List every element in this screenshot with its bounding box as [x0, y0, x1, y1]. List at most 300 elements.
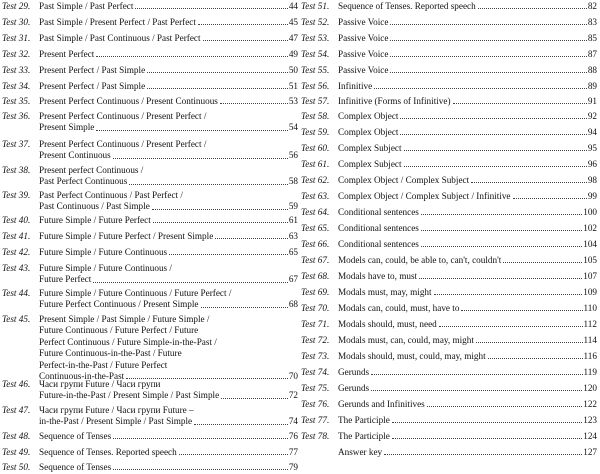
- toc-entry-line: [2, 299, 298, 310]
- toc-test-label: Test 75.: [301, 383, 330, 393]
- toc-test-label: Test 65.: [301, 223, 330, 233]
- toc-entry[interactable]: [2, 139, 298, 162]
- dot-leader: [478, 8, 587, 9]
- toc-page-number: 76: [288, 431, 298, 441]
- toc-test-label: Test 39.: [2, 190, 31, 200]
- toc-page-number: 114: [583, 335, 597, 345]
- toc-page-number: 53: [288, 96, 298, 106]
- toc-page-number: 102: [583, 223, 597, 233]
- toc-page-number: 122: [583, 399, 597, 409]
- toc-test-label: Test 43.: [2, 263, 31, 273]
- toc-entry-line: [2, 231, 298, 242]
- toc-entry-line: [2, 447, 298, 458]
- toc-entry-line: [301, 159, 597, 170]
- toc-entry[interactable]: [301, 1, 597, 12]
- dot-leader: [113, 158, 288, 159]
- toc-test-label: Test 33.: [2, 65, 31, 75]
- dot-leader: [390, 24, 586, 25]
- toc-entry[interactable]: [301, 33, 597, 44]
- toc-entry-title: The Participle: [338, 415, 390, 425]
- toc-entry[interactable]: [301, 175, 597, 186]
- toc-entry-line: [301, 383, 597, 394]
- toc-entry-title: Models can, could, be able to, can't, couldn't: [338, 255, 502, 265]
- toc-entry-line: [2, 348, 298, 359]
- dot-leader: [135, 8, 287, 9]
- toc-entry-line: [2, 122, 298, 133]
- toc-test-label: Test 60.: [301, 143, 330, 153]
- toc-entry[interactable]: [301, 17, 597, 28]
- toc-entry-title: Answer key: [338, 447, 383, 457]
- toc-test-label: Test 72.: [301, 335, 330, 345]
- toc-page-number: 112: [583, 319, 597, 329]
- toc-page-number: 124: [583, 431, 597, 441]
- dot-leader: [476, 342, 583, 343]
- dot-leader: [461, 310, 582, 311]
- toc-entry[interactable]: [301, 111, 597, 122]
- toc-entry-title: Present Perfect / Past Simple: [39, 65, 146, 75]
- toc-entry[interactable]: [301, 383, 597, 394]
- toc-entry-line: [2, 360, 298, 371]
- toc-test-label: Test 78.: [301, 431, 330, 441]
- dot-leader: [439, 326, 583, 327]
- toc-entry[interactable]: [301, 319, 597, 330]
- toc-entry-title: Modals should, must, need: [338, 319, 437, 329]
- toc-entry-line: [301, 271, 597, 282]
- dot-leader: [421, 230, 582, 231]
- toc-page-number: 107: [583, 271, 597, 281]
- toc-page-number: 63: [288, 231, 298, 241]
- dot-leader: [152, 209, 288, 210]
- toc-page-number: 59: [288, 201, 298, 212]
- toc-entry-line: [2, 274, 298, 285]
- toc-entry-line: [2, 81, 298, 92]
- toc-entry-title: Complex Object / Complex Subject: [338, 175, 470, 185]
- toc-test-label: Test 48.: [2, 431, 31, 441]
- toc-entry[interactable]: [2, 263, 298, 286]
- toc-entry[interactable]: [301, 447, 597, 458]
- toc-entry-line: [301, 399, 597, 410]
- dot-leader: [169, 254, 288, 255]
- toc-entry-title: Passive Voice: [338, 65, 389, 75]
- toc-entry-line: [2, 379, 298, 390]
- toc-entry-title: Complex Object: [338, 111, 399, 121]
- toc-page-number: 96: [587, 159, 597, 169]
- toc-test-label: Test 68.: [301, 271, 330, 281]
- dot-leader: [147, 72, 288, 73]
- toc-entry-line: [2, 288, 298, 299]
- toc-entry-line: [2, 201, 298, 212]
- toc-entry-title: Future Simple / Future Continuous / Future Perfect /: [39, 288, 232, 298]
- toc-entry[interactable]: [301, 96, 597, 107]
- toc-entry-title: Gerunds and Infinitives: [338, 399, 425, 409]
- toc-entry[interactable]: [301, 143, 597, 154]
- toc-page-number: 94: [587, 127, 597, 137]
- toc-entry[interactable]: [2, 231, 298, 242]
- toc-entry-line: [301, 319, 597, 330]
- toc-page-number: 91: [587, 96, 597, 106]
- toc-entry-line: [301, 49, 597, 60]
- toc-entry[interactable]: [301, 81, 597, 92]
- toc-entry-title: Complex Object / Complex Subject / Infinitive: [338, 191, 511, 201]
- toc-entry-title: Past Perfect Continuous: [39, 176, 128, 187]
- dot-leader: [201, 307, 288, 308]
- toc-entry-line: [2, 263, 298, 274]
- toc-entry-title: Modals must, can, could, may, might: [338, 335, 474, 345]
- toc-test-label: Test 71.: [301, 319, 330, 329]
- toc-entry-line: [2, 405, 298, 416]
- toc-test-label: Test 37.: [2, 139, 31, 149]
- toc-test-label: Test 57.: [301, 96, 330, 106]
- toc-entry-title: Continuous-in-the-Past: [39, 371, 125, 382]
- toc-entry-title: Modals have to, must: [338, 271, 418, 281]
- toc-page-number: 82: [587, 1, 597, 11]
- toc-entry-line: [2, 190, 298, 201]
- toc-entry-title: Future Simple / Future Continuous /: [39, 263, 172, 273]
- toc-entry-line: [2, 325, 298, 336]
- toc-entry-line: [301, 111, 597, 122]
- toc-test-label: Test 58.: [301, 111, 330, 121]
- toc-test-label: Test 53.: [301, 33, 330, 43]
- toc-entry-line: [301, 335, 597, 346]
- toc-entry-title: Passive Voice: [338, 17, 389, 27]
- toc-test-label: Test 77.: [301, 415, 330, 425]
- dot-leader: [392, 422, 582, 423]
- toc-entry[interactable]: [2, 33, 298, 44]
- toc-entry-title: Present Perfect / Past Simple: [39, 81, 146, 91]
- dot-leader: [129, 184, 288, 185]
- toc-entry-line: [301, 447, 597, 458]
- toc-entry[interactable]: [2, 165, 298, 188]
- toc-entry-title: Conditional sentences: [338, 223, 419, 233]
- toc-entry-title: The Participle: [338, 431, 390, 441]
- toc-page-number: 44: [288, 1, 298, 11]
- toc-entry-line: [301, 143, 597, 154]
- toc-entry-title: Passive Voice: [338, 49, 389, 59]
- toc-entry-line: [301, 96, 597, 107]
- toc-entry-title: Perfect-in-the-Past / Future Perfect: [39, 359, 168, 370]
- toc-entry[interactable]: [301, 431, 597, 442]
- toc-entry-title: Modals should, must, could, may, might: [338, 351, 486, 361]
- toc-entry-line: [2, 65, 298, 76]
- toc-entry-title: Past Simple / Present Perfect / Past Perfect: [39, 17, 196, 27]
- toc-page-number: 74: [288, 416, 298, 427]
- toc-entry-title: Conditional sentences: [338, 239, 419, 249]
- toc-entry-line: [2, 247, 298, 258]
- toc-entry[interactable]: [2, 215, 298, 226]
- toc-test-label: Test 32.: [2, 49, 31, 59]
- toc-page-number: 123: [583, 415, 597, 425]
- dot-leader: [503, 262, 582, 263]
- toc-entry-title: Complex Subject: [338, 159, 402, 169]
- toc-entry[interactable]: [2, 379, 298, 402]
- toc-entry[interactable]: [2, 111, 298, 134]
- toc-entry[interactable]: [2, 447, 298, 458]
- dot-leader: [400, 134, 586, 135]
- toc-entry-title: Passive Voice: [338, 33, 389, 43]
- toc-entry-line: [301, 367, 597, 378]
- toc-entry[interactable]: [2, 314, 298, 382]
- toc-page-number: 70: [288, 371, 298, 382]
- toc-page-number: 72: [288, 390, 298, 401]
- dot-leader: [203, 40, 288, 41]
- toc-entry[interactable]: [301, 399, 597, 410]
- toc-page-number: 98: [587, 175, 597, 185]
- toc-entry-title: Present Perfect: [39, 49, 95, 59]
- toc-entry-line: [301, 287, 597, 298]
- toc-entry-title: Present Perfect Continuous / Present Perfect /: [39, 111, 207, 121]
- toc-test-label: Test 61.: [301, 159, 330, 169]
- toc-page-number: 77: [288, 447, 298, 457]
- toc-entry[interactable]: [2, 17, 298, 28]
- toc-entry-title: Conditional sentences: [338, 207, 419, 217]
- dot-leader: [404, 166, 587, 167]
- toc-page-number: 79: [288, 462, 298, 472]
- toc-entry-title: Future Simple / Future Perfect: [39, 215, 151, 225]
- toc-entry-line: [301, 81, 597, 92]
- toc-entry[interactable]: [2, 49, 298, 60]
- toc-entry[interactable]: [301, 367, 597, 378]
- toc-page-number: 45: [288, 17, 298, 27]
- toc-entry-line: [301, 431, 597, 442]
- toc-entry-title: Часи групи Future / Часи групи: [39, 379, 161, 389]
- toc-test-label: Test 31.: [2, 33, 31, 43]
- dot-leader: [392, 438, 582, 439]
- toc-entry-title: Present perfect Continuous /: [39, 165, 144, 175]
- toc-entry[interactable]: [301, 49, 597, 60]
- dot-leader: [194, 424, 288, 425]
- toc-entry-line: [2, 337, 298, 348]
- dot-leader: [113, 469, 288, 470]
- toc-entry-line: [301, 239, 597, 250]
- toc-entry[interactable]: [301, 207, 597, 218]
- toc-test-label: Test 51.: [301, 1, 330, 11]
- toc-test-label: Test 40.: [2, 215, 31, 225]
- toc-entry-line: [2, 139, 298, 150]
- toc-test-label: Test 41.: [2, 231, 31, 241]
- toc-entry-line: [301, 223, 597, 234]
- toc-entry[interactable]: [301, 335, 597, 346]
- toc-test-label: Test 55.: [301, 65, 330, 75]
- toc-entry-title: Sequence of Tenses: [39, 462, 112, 472]
- toc-entry-title: Present Simple: [39, 122, 95, 133]
- toc-page-number: 50: [288, 65, 298, 75]
- dot-leader: [453, 103, 587, 104]
- toc-page-number: 56: [288, 150, 298, 161]
- toc-page-number: 65: [288, 247, 298, 257]
- toc-entry-title: Present Perfect Continuous / Present Continuous: [39, 96, 218, 106]
- toc-entry-title: Sequence of Tenses. Reported speech: [39, 447, 177, 457]
- dot-leader: [215, 238, 288, 239]
- toc-page-number: 87: [587, 49, 597, 59]
- toc-test-label: Test 62.: [301, 175, 330, 185]
- toc-test-label: Test 76.: [301, 399, 330, 409]
- toc-entry-line: [2, 33, 298, 44]
- dot-leader: [93, 282, 288, 283]
- toc-test-label: Test 42.: [2, 247, 31, 257]
- toc-test-label: Test 63.: [301, 191, 330, 201]
- toc-entry-line: [301, 303, 597, 314]
- toc-test-label: Test 47.: [2, 405, 31, 415]
- toc-entry[interactable]: [2, 190, 298, 213]
- toc-page-number: 58: [288, 176, 298, 187]
- toc-entry-line: [301, 33, 597, 44]
- dot-leader: [179, 454, 288, 455]
- toc-entry-line: [2, 314, 298, 325]
- toc-entry[interactable]: [2, 247, 298, 258]
- toc-entry[interactable]: [301, 351, 597, 362]
- dot-leader: [220, 103, 288, 104]
- toc-entry[interactable]: [2, 96, 298, 107]
- toc-page-number: 85: [587, 33, 597, 43]
- toc-entry-line: [2, 150, 298, 161]
- toc-entry-title: Past Simple / Past Continuous / Past Perfect: [39, 33, 201, 43]
- toc-entry[interactable]: [301, 159, 597, 170]
- toc-test-label: Test 45.: [2, 314, 31, 324]
- toc-page-number: 49: [288, 49, 298, 59]
- dot-leader: [434, 294, 583, 295]
- toc-test-label: Test 35.: [2, 96, 31, 106]
- toc-page-number: 51: [288, 81, 298, 91]
- toc-entry-title: Infinitive: [338, 81, 373, 91]
- toc-entry-line: [301, 191, 597, 202]
- toc-page-number: 89: [587, 81, 597, 91]
- dot-leader: [153, 222, 288, 223]
- toc-entry[interactable]: [2, 1, 298, 12]
- dot-leader: [371, 390, 582, 391]
- toc-page-number: 54: [288, 122, 298, 133]
- toc-entry-line: [301, 351, 597, 362]
- toc-entry[interactable]: [2, 81, 298, 92]
- toc-entry[interactable]: [301, 239, 597, 250]
- toc-page-number: 116: [583, 351, 597, 361]
- toc-entry-line: [301, 207, 597, 218]
- dot-leader: [147, 88, 288, 89]
- toc-entry-title: Future Continuous-in-the-Past / Future: [39, 348, 182, 359]
- dot-leader: [471, 182, 587, 183]
- toc-entry-title: in-the-Past / Present Simple / Past Simple: [39, 416, 193, 427]
- toc-entry-line: [301, 1, 597, 12]
- toc-entry-line: [301, 175, 597, 186]
- toc-entry[interactable]: [2, 405, 298, 428]
- dot-leader: [198, 24, 288, 25]
- toc-page-number: 100: [583, 207, 597, 217]
- toc-entry[interactable]: [2, 462, 298, 473]
- toc-test-label: Test 44.: [2, 288, 31, 298]
- dot-leader: [513, 198, 587, 199]
- toc-entry-line: [301, 415, 597, 426]
- toc-entry-title: Future-in-the-Past / Present Simple / Past Simple: [39, 390, 220, 401]
- dot-leader: [384, 454, 582, 455]
- toc-entry-title: Gerunds: [338, 367, 370, 377]
- toc-entry-title: Perfect Continuous / Future Simple-in-the-Past /: [39, 336, 217, 347]
- toc-page-number: 61: [288, 215, 298, 225]
- toc-entry-title: Sequence of Tenses: [39, 431, 112, 441]
- toc-entry[interactable]: [301, 271, 597, 282]
- toc-page-number: 92: [587, 111, 597, 121]
- toc-entry-title: Present Simple / Past Simple / Future Simple /: [39, 314, 210, 324]
- toc-page-number: 88: [587, 65, 597, 75]
- toc-entry-title: Future Perfect Continuous / Present Simple: [39, 299, 199, 310]
- toc-test-label: Test 29.: [2, 1, 31, 11]
- toc-entry[interactable]: [301, 223, 597, 234]
- dot-leader: [221, 398, 288, 399]
- toc-entry-line: [2, 17, 298, 28]
- toc-page-number: 68: [288, 299, 298, 310]
- toc-entry-title: Gerunds: [338, 383, 370, 393]
- toc-entry-title: Modals must, may, might: [338, 287, 432, 297]
- toc-page-number: 104: [583, 239, 597, 249]
- toc-entry[interactable]: [2, 65, 298, 76]
- toc-test-label: Test 30.: [2, 17, 31, 27]
- dot-leader: [419, 278, 582, 279]
- toc-test-label: Test 70.: [301, 303, 330, 313]
- toc-entry-title: Sequence of Tenses. Reported speech: [338, 1, 476, 11]
- toc-entry-title: Future Continuous / Future Perfect / Future: [39, 325, 199, 336]
- toc-entry[interactable]: [301, 65, 597, 76]
- dot-leader: [390, 40, 586, 41]
- toc-entry[interactable]: [301, 287, 597, 298]
- toc-test-label: Test 64.: [301, 207, 330, 217]
- toc-page-number: 47: [288, 33, 298, 43]
- toc-entry-title: Past Continuous / Past Simple: [39, 201, 150, 212]
- toc-entry-line: [2, 96, 298, 107]
- toc-entry-title: Modals can, could, must, have to: [338, 303, 460, 313]
- toc-entry[interactable]: [301, 127, 597, 138]
- toc-entry[interactable]: [301, 255, 597, 266]
- toc-entry-title: Future Simple / Future Continuous: [39, 247, 168, 257]
- dot-leader: [400, 118, 586, 119]
- dot-leader: [374, 88, 587, 89]
- toc-entry-title: Future Perfect: [39, 274, 92, 285]
- toc-test-label: Test 49.: [2, 447, 31, 457]
- dot-leader: [488, 358, 583, 359]
- toc-entry-line: [2, 431, 298, 442]
- toc-page-number: 110: [583, 303, 597, 313]
- dot-leader: [390, 72, 586, 73]
- toc-entry-line: [301, 255, 597, 266]
- toc-page-number: 95: [587, 143, 597, 153]
- toc-entry[interactable]: [2, 288, 298, 311]
- dot-leader: [427, 406, 582, 407]
- toc-page-number: 105: [583, 255, 597, 265]
- toc-entry[interactable]: [2, 431, 298, 442]
- toc-entry[interactable]: [301, 415, 597, 426]
- toc-entry-line: [301, 127, 597, 138]
- toc-entry-title: Present Perfect Continuous / Present Perfect /: [39, 139, 207, 149]
- dot-leader: [390, 56, 586, 57]
- toc-test-label: Test 66.: [301, 239, 330, 249]
- dot-leader: [113, 438, 288, 439]
- toc-page-number: 99: [587, 191, 597, 201]
- toc-entry-line: [2, 49, 298, 60]
- dot-leader: [96, 130, 287, 131]
- toc-test-label: Test 52.: [301, 17, 330, 27]
- toc-entry-title: Complex Object: [338, 127, 399, 137]
- toc-page-number: 83: [587, 17, 597, 27]
- toc-entry-line: [301, 65, 597, 76]
- toc-entry-title: Infinitive (Forms of Infinitive): [338, 96, 451, 106]
- toc-test-label: Test 67.: [301, 255, 330, 265]
- dot-leader: [371, 374, 582, 375]
- toc-entry-title: Past Perfect Continuous / Past Perfect /: [39, 190, 183, 200]
- dot-leader: [96, 56, 287, 57]
- toc-entry[interactable]: [301, 303, 597, 314]
- toc-test-label: Test 59.: [301, 127, 330, 137]
- toc-page-number: 127: [583, 447, 597, 457]
- toc-entry[interactable]: [301, 191, 597, 202]
- toc-test-label: Test 46.: [2, 379, 31, 389]
- toc-entry-line: [2, 390, 298, 401]
